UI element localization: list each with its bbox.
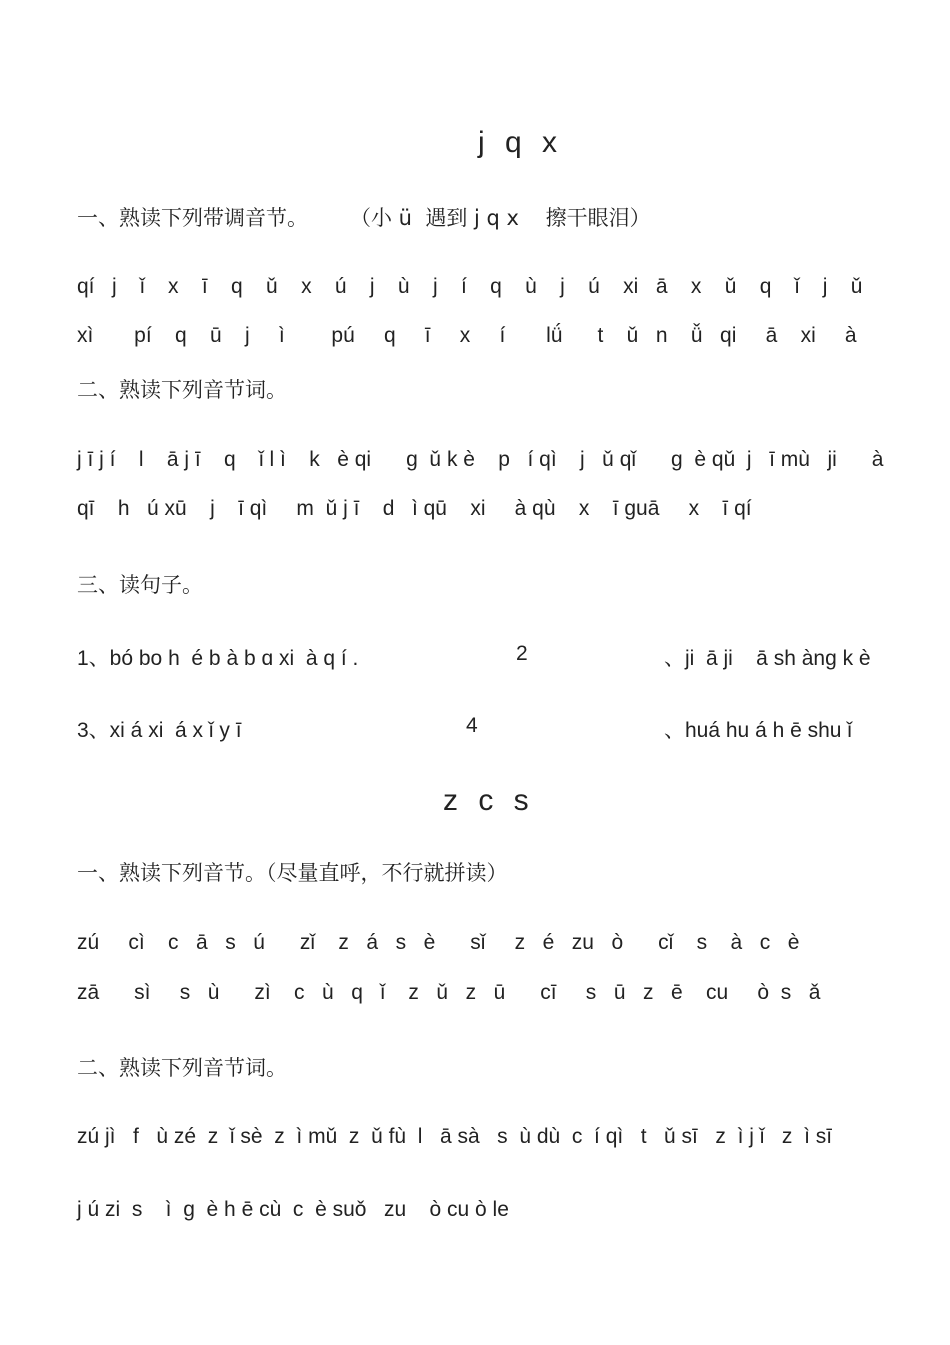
pinyin-line-1: qí j ǐ x ī q ǔ x ú j ù j í q ù j ú xi ā x ǔ q ǐ j ǔ [77,275,863,298]
section-title-jqx: j q x [478,126,564,159]
heading-read-sentences: 三、读句子。 [77,573,203,597]
sentence-2-number: 2 [516,642,528,665]
pinyin-words-line-1: j ī j í l ā j ī q ǐ l ì k è qi g ǔ k è p í qì j ǔ qǐ g è qǔ j ī mù ji à [77,448,884,471]
sentence-2: 、ji ā ji ā sh àng k è [664,647,871,670]
heading-syllables-direct: 一、熟读下列音节。（尽量直呼，不行就拼读） [77,861,508,885]
sentence-1: 1、bó bo h é b à b ɑ xi à q í . [77,647,359,670]
heading-syllable-words-2: 二、熟读下列音节词。 [77,1056,287,1080]
pinyin-line-3: zú cì c ā s ú zǐ z á s è sǐ z é zu ò cǐ s à c è [77,931,800,954]
sentence-3: 3、xi á xi á x ǐ y ī [77,719,242,742]
heading-tone-syllables: 一、熟读下列带调音节。 [77,206,308,230]
pinyin-words-line-3: zú jì f ù zé z ǐ sè z ì mǔ z ǔ fù l ā sà s ù dù c í qì t ǔ sī z ì j ǐ z ì sī [77,1125,833,1148]
sentence-4-number: 4 [466,714,478,737]
heading-tone-syllables-note: （小 ü 遇到 j q x 擦干眼泪） [350,206,651,230]
pinyin-words-line-2: qī h ú xū j ī qì m ǔ j ī d ì qū xi à qù x ī guā x ī qí [77,497,752,520]
section-title-zcs: z c s [443,784,535,817]
pinyin-line-2: xì pí q ū j ì pú q ī x í lǘ t ǔ n ǚ qi ā xi à [77,324,857,347]
heading-syllable-words: 二、熟读下列音节词。 [77,378,287,402]
pinyin-words-line-4: j ú zi s ì g è h ē cù c è suǒ zu ò cu ò le [77,1198,509,1221]
pinyin-line-4: zā sì s ù zì c ù q ǐ z ǔ z ū cī s ū z ē cu ò s ǎ [77,981,821,1004]
sentence-4: 、huá hu á h ē shu ǐ [664,719,852,742]
